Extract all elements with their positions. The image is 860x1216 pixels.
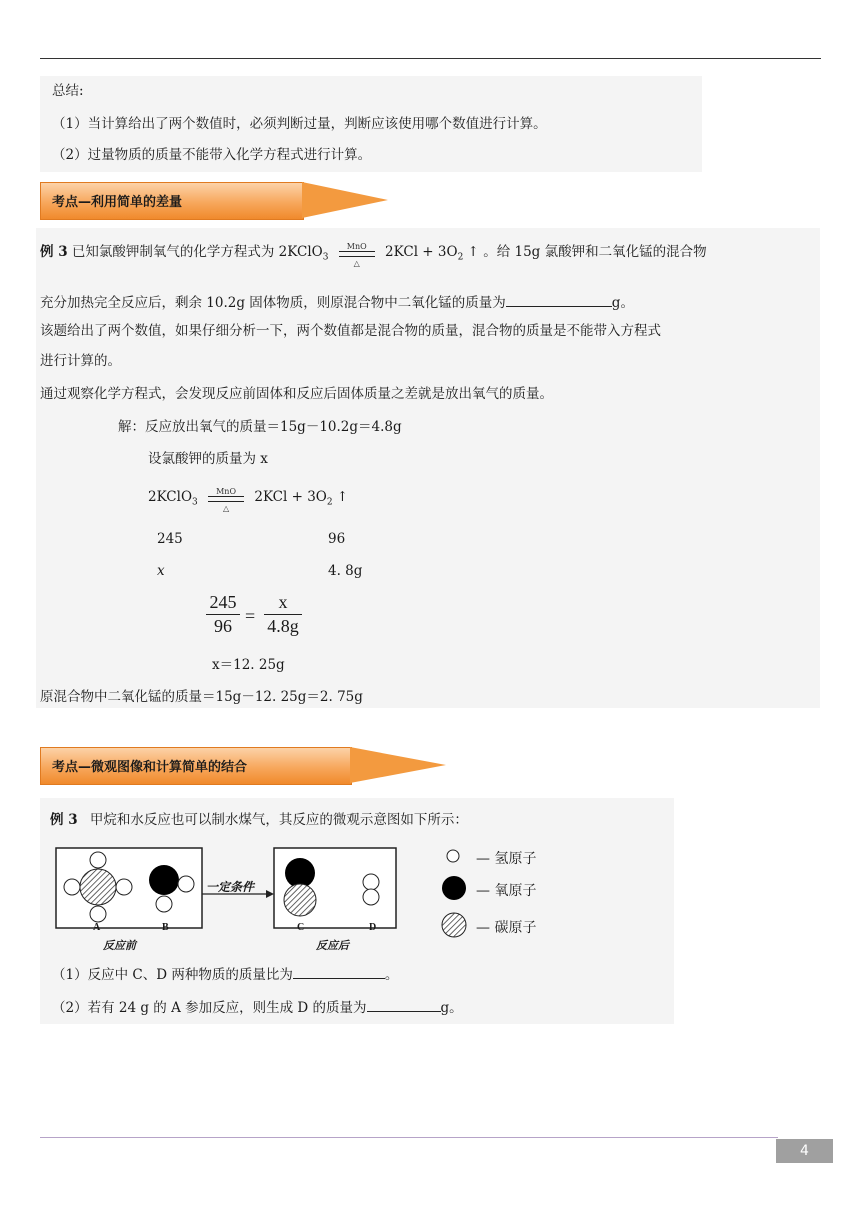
analysis-para-3: 通过观察化学方程式，会发现反应前固体和反应后固体质量之差就是放出氧气的质量。 <box>40 386 553 402</box>
solution-equation: 2KClO$_3$ MnO △ $2KCl + 3O_2$ ↑ <box>148 487 349 513</box>
answer-blank[interactable] <box>506 292 612 307</box>
label-d: D <box>369 922 377 933</box>
analysis-para-1: 该题给出了两个数值，如果仔细分析一下，两个数值都是混合物的质量，混合物的质量是不能带入方程式 <box>40 323 661 339</box>
summary-title: 总结: <box>52 83 84 99</box>
banner-label: 考点—利用简单的差量 <box>52 195 183 210</box>
example-label: 例 3 <box>40 244 68 260</box>
legend-oxygen-symbol <box>442 876 466 900</box>
question-2: （2）若有 24 g 的 A 参加反应，则生成 D 的质量为 g。 <box>52 997 463 1018</box>
oxygen-mass: 4. 8g <box>328 563 363 579</box>
label-c: C <box>297 922 305 933</box>
example-line-1: 例 3 已知氯酸钾制氧气的化学方程式为 2KClO$_3$ MnO △ $2KCl + 3O_2$ ↑ 。给 15g 氯酸钾和二氧化锰的混合物 <box>40 242 707 268</box>
example-line-2: 充分加热完全反应后，剩余 10.2g 固体物质，则原混合物中二氧化锰的质量为 g。 <box>40 292 634 313</box>
summary-item-1: （1）当计算给出了两个数值时，必须判断过量，判断应该使用哪个数值进行计算。 <box>52 116 547 132</box>
fraction-right: x 4.8g <box>264 592 302 637</box>
molar-mass-o2: 96 <box>328 531 346 547</box>
answer-blank[interactable] <box>293 964 385 979</box>
solution-result: x＝12. 25g <box>212 657 285 673</box>
solution-line-1: 解：反应放出氧气的质量＝15g－10.2g＝4.8g <box>118 419 402 435</box>
answer-blank[interactable] <box>367 997 441 1012</box>
label-a: A <box>93 922 101 933</box>
after-label: 反应后 <box>316 939 349 952</box>
reaction-condition: MnO △ <box>206 488 246 507</box>
legend-carbon-symbol <box>442 913 466 937</box>
fraction-equals: = <box>245 606 256 626</box>
page-number: 4 <box>800 1143 809 1159</box>
before-label: 反应前 <box>103 939 136 952</box>
example-2-line: 例 3 甲烷和水反应也可以制水煤气，其反应的微观示意图如下所示： <box>50 812 468 828</box>
reaction-condition: MnO △ <box>337 243 377 262</box>
legend-hydrogen: — 氢原子 <box>476 851 537 867</box>
solution-final: 原混合物中二氧化锰的质量＝15g－12. 25g＝2. 75g <box>40 689 363 705</box>
solution-line-2: 设氯酸钾的质量为 x <box>148 451 268 467</box>
banner-label: 考点—微观图像和计算简单的结合 <box>52 760 248 775</box>
footer-rule <box>40 1137 778 1138</box>
molar-mass-kclo3: 245 <box>157 531 183 547</box>
label-b: B <box>162 922 169 933</box>
header-rule <box>40 58 821 59</box>
summary-item-2: （2）过量物质的质量不能带入化学方程式进行计算。 <box>52 147 372 163</box>
analysis-para-2: 进行计算的。 <box>40 353 121 369</box>
condition-label: 一定条件 <box>206 880 255 894</box>
legend-carbon: — 碳原子 <box>476 920 537 936</box>
legend-hydrogen-symbol <box>447 850 459 862</box>
unknown-x: x <box>157 563 165 579</box>
section-banner-1 <box>40 182 400 220</box>
fraction-left: 245 96 <box>206 592 240 637</box>
question-1: （1）反应中 C、D 两种物质的质量比为 。 <box>52 964 398 985</box>
section-banner-2 <box>40 747 460 785</box>
legend-oxygen: — 氧原子 <box>476 883 537 899</box>
